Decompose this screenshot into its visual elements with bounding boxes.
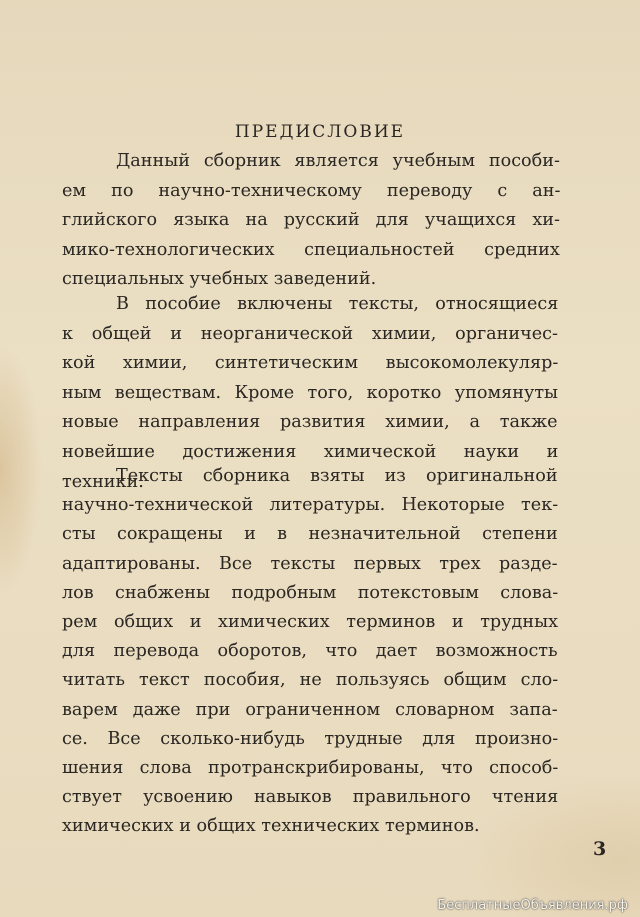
paragraph-1 [62,147,560,295]
text-line: рем общих и химических терминов и трудных [62,612,559,633]
text-line: адаптированы. Все тексты первых трех разде- [62,553,558,574]
text-line: сты сокращены и в незначительной степени [62,524,558,545]
text-line: Тексты сборника взяты из оригинальной [116,466,558,486]
text-line: ствует усвоению навыков правильного чтения [62,787,559,808]
text-line: Данный сборник является учебным пособи- [116,151,560,171]
text-line: варем даже при ограниченном словарном запа- [62,699,558,720]
text-line: новейшие достижения химической науки и [62,441,559,462]
text-line: кой химии, синтетическим высокомолекуляр- [62,353,559,374]
paragraph-3 [62,462,558,842]
text-line: ным веществам. Кроме того, коротко упомянуты [62,382,559,403]
text-line: В пособие включены тексты, относящиеся [116,294,559,314]
text-line: се. Все сколько-нибудь трудные для произно- [62,728,559,749]
text-line: научно-технической литературы. Некоторые тек- [62,495,559,516]
page-number: 3 [593,838,607,860]
text-line: для перевода оборотов, что дает возможность [62,641,558,662]
text-line: химических и общих технических терминов. [62,816,480,837]
text-line: к общей и неорганической химии, органичес- [62,323,558,344]
text-line: глийского языка на русский для учащихся хи- [62,210,560,231]
text-line: новые направления развития химии, а также [62,412,558,433]
text-line: техники. [62,471,144,492]
text-line: читать текст пособия, не пользуясь общим сло- [62,670,559,691]
text-line: лов снабжены подробным потекстовым слова- [62,582,559,603]
text-line: специальных учебных заведений. [62,269,377,290]
watermark: БесплатныеОбъявления.рф [437,898,628,913]
text-line: шения слова протранскрибированы, что способ- [62,758,559,779]
page-heading: ПРЕДИСЛОВИЕ [234,122,406,142]
text-line: мико-технологических специальностей средних [62,239,560,260]
text-line: ем по научно-техническому переводу с ан- [62,180,561,201]
